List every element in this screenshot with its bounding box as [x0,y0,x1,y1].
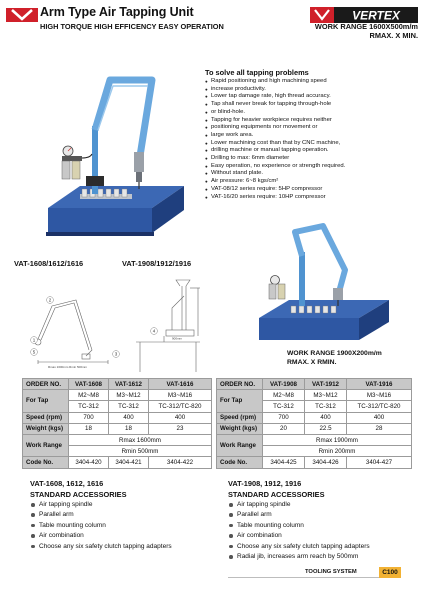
accessories-2-title: STANDARD ACCESSORIES [228,490,325,499]
features-item: ● drilling machine or manual tapping operation. [205,147,415,155]
list-item: Table mounting column [228,521,370,531]
table-row [217,412,412,423]
table-cell: M3~M12 [305,390,347,401]
page-subtitle: HIGH TORQUE HIGH EFFICENCY EASY OPERATION [40,22,224,31]
table-row [23,434,212,445]
list-item: Radial jib, increases arm reach by 500mm [228,552,370,562]
diagram-callout: 4 [152,328,156,334]
diagram-callout: 2 [48,297,52,303]
table-row [217,423,412,434]
features-item: ● Rapid positioning and high machining speed [205,78,415,86]
diagram-dim-horizontal: Rmax 1600mm Rmin 500mm [48,365,88,369]
table-cell: M3~M16 [149,390,212,401]
list-item: Table mounting column [30,521,172,531]
work-range-header [315,22,418,40]
list-item: Choose any six safety clutch tapping adapters [30,542,172,552]
page-title: Arm Type Air Tapping Unit [40,5,194,19]
accessories-2-models: VAT-1908, 1912, 1916 [228,479,302,488]
features-item: ● positioning equipments nor movement or [205,124,415,132]
features-item: ● Drilling to max: 6mm diameter [205,155,415,163]
table-cell: 3404-427 [347,457,412,468]
table-cell: M3~M16 [347,390,412,401]
features-item: ● Without stand plate. [205,170,415,178]
table-row [217,457,412,468]
table-cell: 20 [263,423,305,434]
list-item: Parallel arm [30,510,172,520]
table-cell: 18 [109,423,149,434]
table-cell: Weight (kgs) [23,423,69,434]
model-group-2-label: VAT-1908/1912/1916 [122,259,192,268]
work-range2-line2: RMAX. X RMIN. [287,358,337,366]
table-cell: For Tap [23,390,69,412]
list-item: Air tapping spindle [228,500,370,510]
table-cell: Rmin 200mm [263,446,412,457]
table-cell: VAT-1916 [347,379,412,390]
table-cell: 3404-420 [69,457,109,468]
work-range2-line1: WORK RANGE 1900X200m/m [287,350,382,357]
features-item: ● Tap shall never break for tapping through-hole [205,101,415,109]
table-cell: 400 [347,412,412,423]
table-cell: Work Range [217,434,263,456]
model-group-1-label: VAT-1608/1612/1616 [14,259,84,268]
table-cell: 3404-425 [263,457,305,468]
features-list [205,78,415,201]
spec-table-vat-1900 [216,378,412,469]
table-cell: TC-312/TC-820 [347,401,412,412]
table-cell: Speed (rpm) [23,412,69,423]
features-item: ● Lower machining cost than that by CNC machine, [205,140,415,148]
table-cell: TC-312 [109,401,149,412]
table-cell: ORDER NO. [23,379,69,390]
work-range-2 [287,350,382,367]
table-cell: TC-312/TC-820 [149,401,212,412]
table-cell: 3404-422 [149,457,212,468]
table-cell: VAT-1608 [69,379,109,390]
table-cell: Rmax 1900mm [263,434,412,445]
table-cell: Speed (rpm) [217,412,263,423]
table-cell: 400 [305,412,347,423]
diagram-dim-vertical: 900mm [172,336,183,341]
table-cell: M2~M8 [69,390,109,401]
accessories-1-title: STANDARD ACCESSORIES [30,490,127,499]
table-cell: VAT-1612 [109,379,149,390]
table-cell: 3404-421 [109,457,149,468]
work-range-line2: RMAX. X MIN. [369,31,418,40]
table-row [217,390,412,401]
features-item: ● VAT-08/12 series require: 5HP compressor [205,186,415,194]
table-cell: 22.5 [305,423,347,434]
table-cell: 700 [69,412,109,423]
table-cell: Rmax 1600mm [69,434,212,445]
table-row [217,379,412,390]
features-item: ● VAT-16/20 series require: 10HP compressor [205,194,415,202]
features-item: ● or blind-hole. [205,109,415,117]
diagram-callout: 1 [32,337,36,343]
table-cell: 23 [149,423,212,434]
machine-photo-vat-1900 [255,222,415,350]
machine-photo-vat-1600 [40,58,190,248]
table-cell: M3~M12 [109,390,149,401]
table-row [23,457,212,468]
list-item: Air combination [30,531,172,541]
features-item: ● Lower tap damage rate, high thread accuracy. [205,93,415,101]
spec-table-vat-1600 [22,378,212,469]
table-cell: For Tap [217,390,263,412]
table-cell: Work Range [23,434,69,456]
diagram-callout: 3 [114,351,118,357]
table-row [23,390,212,401]
table-cell: M2~M8 [263,390,305,401]
vertex-logo-mark-icon [6,8,38,22]
table-row [23,423,212,434]
table-cell: TC-312 [69,401,109,412]
table-cell: TC-312 [305,401,347,412]
table-cell: TC-312 [263,401,305,412]
table-cell: ORDER NO. [217,379,263,390]
features-item: ● Easy operation, no experience or strength required. [205,163,415,171]
page-number-badge: C100 [379,567,401,578]
table-cell: 18 [69,423,109,434]
diagram-callout: 5 [32,349,36,355]
table-cell: Code No. [23,457,69,468]
work-range-line1: WORK RANGE 1600X500m/m [314,22,418,31]
table-cell: Code No. [217,457,263,468]
table-cell: Rmin 500mm [69,446,212,457]
table-row [23,379,212,390]
accessories-1-models: VAT-1608, 1612, 1616 [30,479,104,488]
table-cell: 28 [347,423,412,434]
table-row [217,434,412,445]
table-cell: 700 [263,412,305,423]
table-cell: 400 [149,412,212,423]
features-item: ● increase productivity. [205,86,415,94]
table-cell: 3404-426 [305,457,347,468]
list-item: Air tapping spindle [30,500,172,510]
footer-section-label: TOOLING SYSTEM [305,569,357,575]
dimension-diagram [4,276,204,381]
footer-divider [228,577,398,578]
table-cell: Weight (kgs) [217,423,263,434]
table-cell: 400 [109,412,149,423]
table-cell: VAT-1616 [149,379,212,390]
table-cell: VAT-1912 [305,379,347,390]
list-item: Air combination [228,531,370,541]
brand-name: VERTEX [352,8,400,23]
table-row [23,412,212,423]
accessories-2-list [228,500,370,562]
features-item: ● Tapping for heavier workpiece requires neither [205,117,415,125]
list-item: Parallel arm [228,510,370,520]
table-cell: VAT-1908 [263,379,305,390]
features-item: ● Air pressure: 6~8 kgs/cm² [205,178,415,186]
features-item: ● large work area. [205,132,415,140]
features-title: To solve all tapping problems [205,68,309,77]
list-item: Choose any six safety clutch tapping adapters [228,542,370,552]
accessories-1-list [30,500,172,552]
